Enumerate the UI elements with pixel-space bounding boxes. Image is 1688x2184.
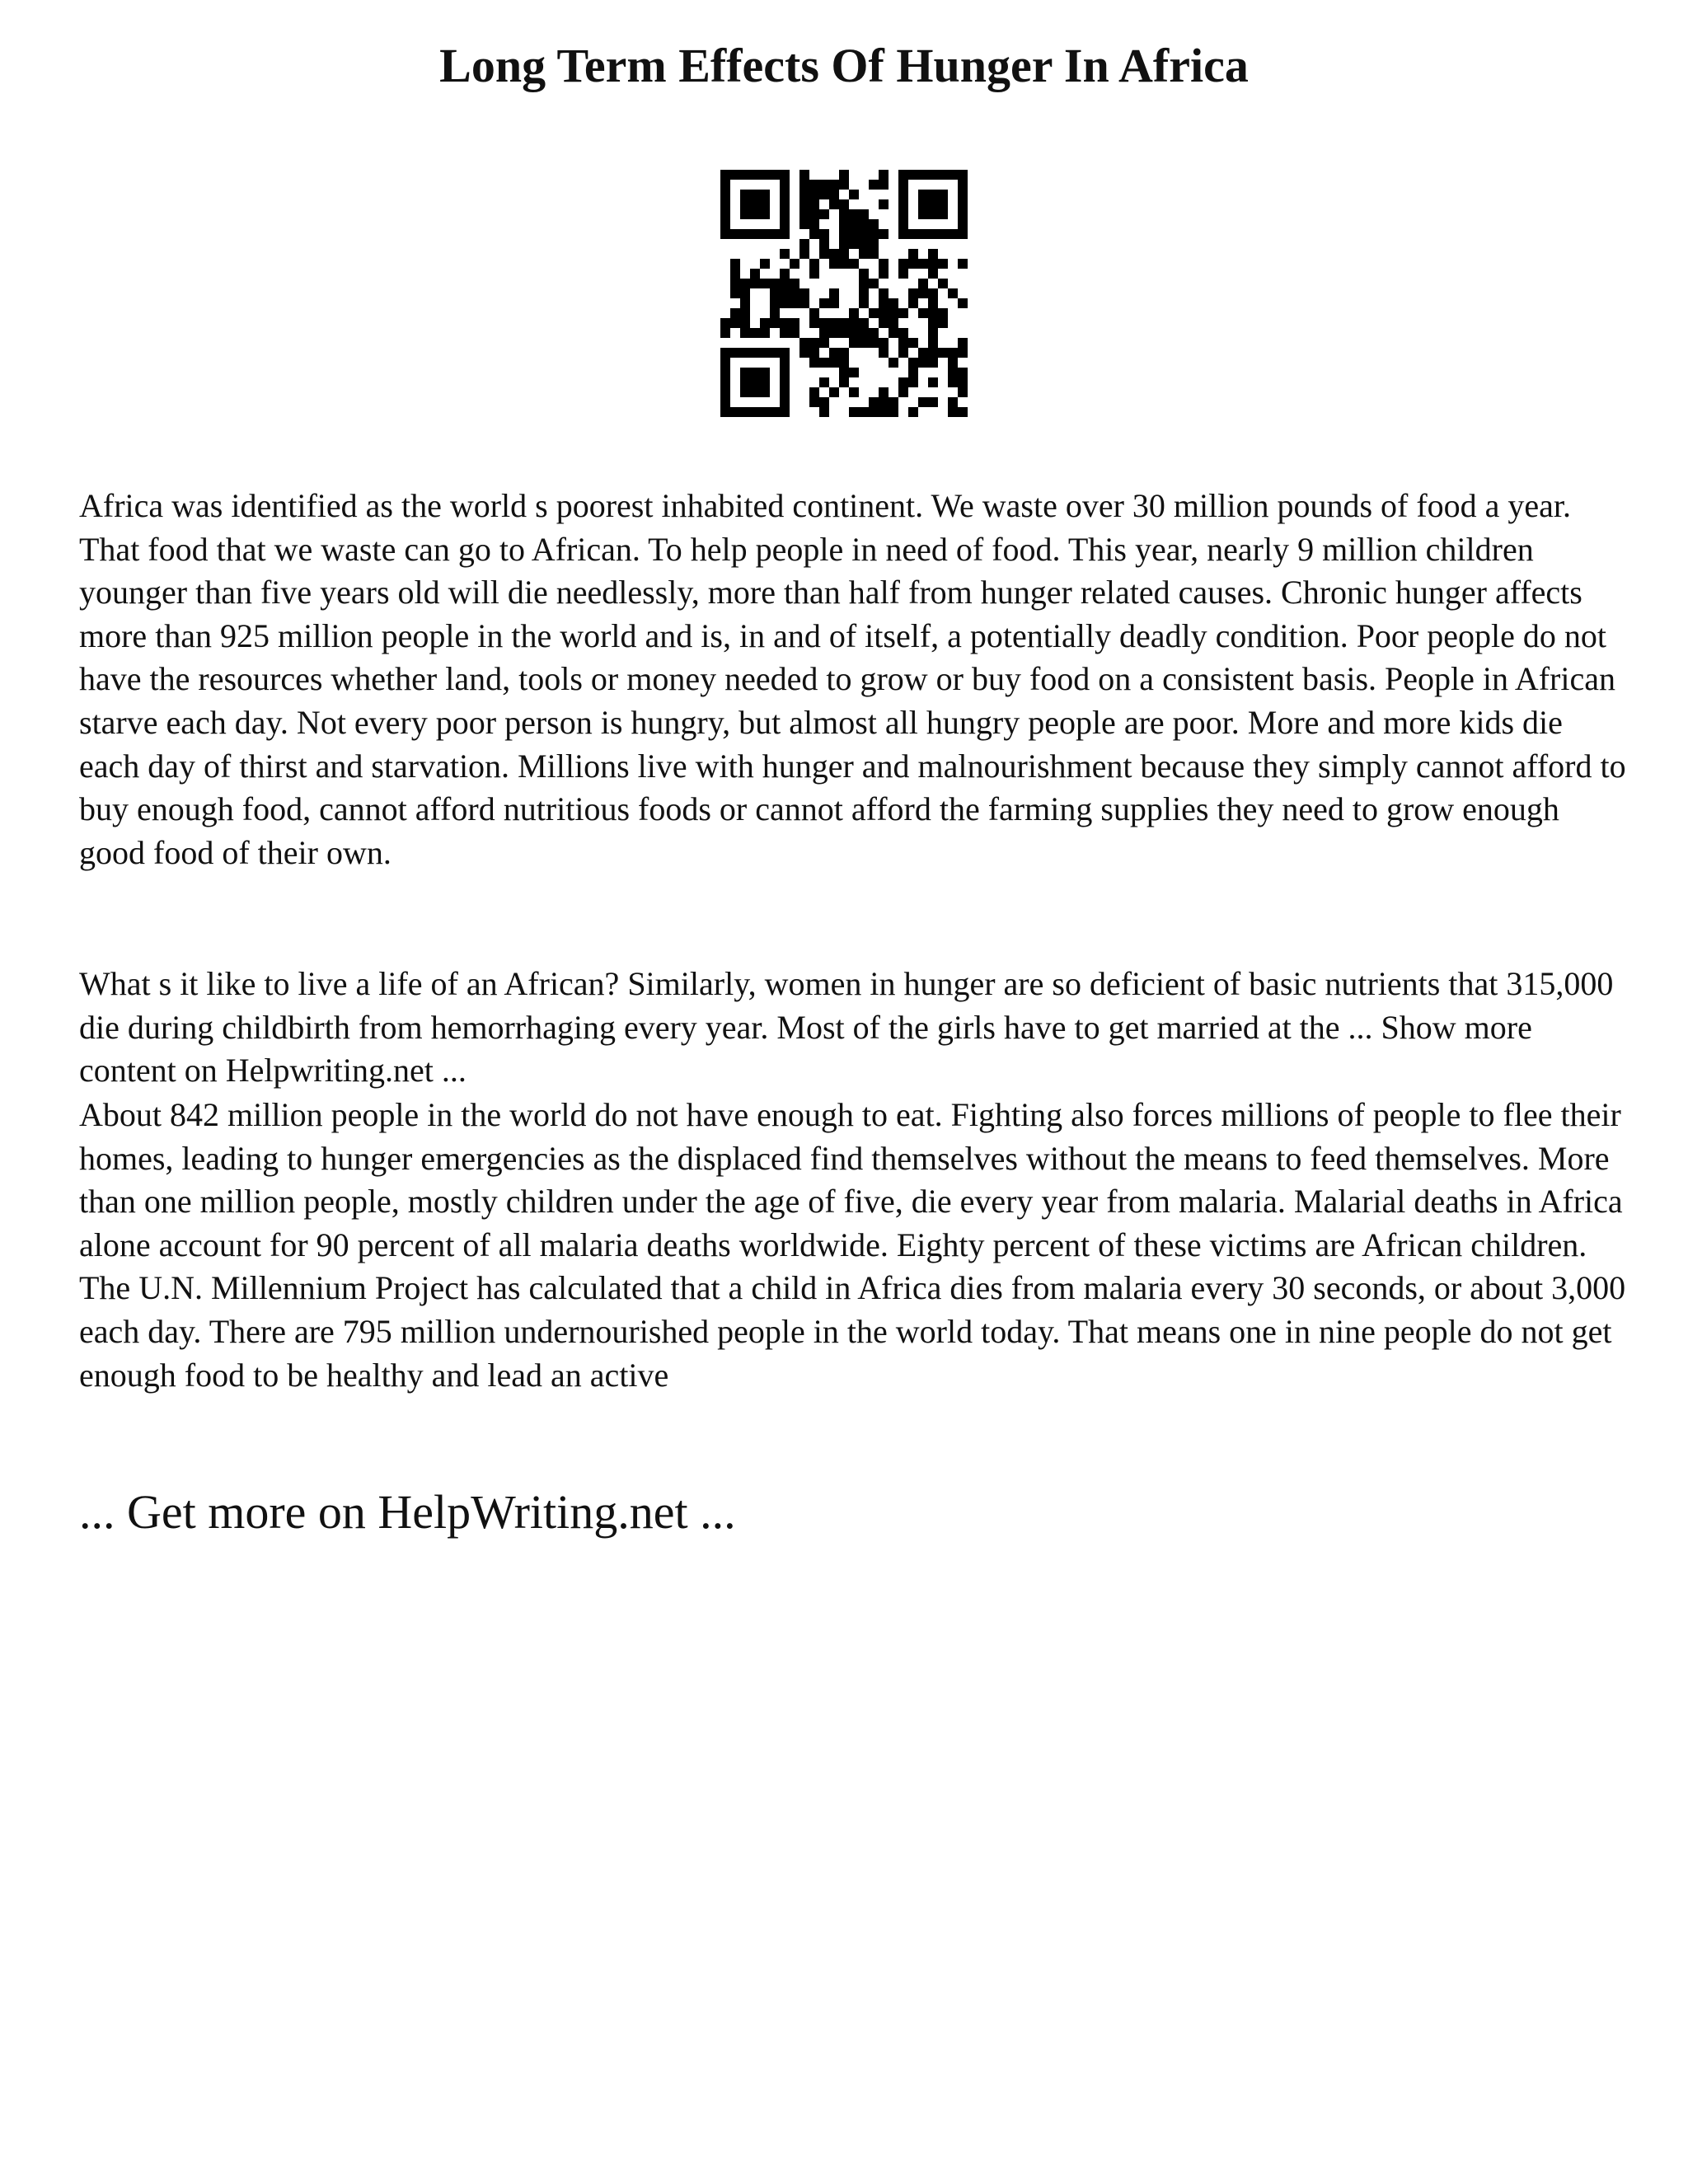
- body-paragraph-3: About 842 million people in the world do not have enough to eat. Fighting also forces millions of people to flee their homes, leading to hunger emergencies as the displaced find themselves without the means to feed themselves. More than one million people, mostly children under the age of five, die every year from malaria. Malarial deaths in Africa alone account for 90 percent of all malaria deaths worldwide. Eighty percent of these victims are African children. The U.N. Millennium Project has calculated that a child in Africa dies from malaria every 30 seconds, or about 3,000 each day. There are 795 million undernourished people in the world today. That means one in nine people do not get enough food to be healthy and lead an active: [79, 1096, 1626, 1394]
- body-paragraph-2: What s it like to live a life of an African? Similarly, women in hunger are so deficient of basic nutrients that 315,000 die during childbirth from hemorrhaging every year. Most of the girls have to get married at the ... Show more content on Helpwriting.net ...: [79, 965, 1614, 1090]
- page-title: Long Term Effects Of Hunger In Africa: [439, 39, 1249, 92]
- get-more-link[interactable]: ... Get more on HelpWriting.net ...: [79, 1485, 736, 1539]
- qr-code-icon: [720, 170, 968, 417]
- body-paragraph-1: Africa was identified as the world s poorest inhabited continent. We waste over 30 million pounds of food a year. That food that we waste can go to African. To help people in need of food. This year, nearly 9 million children younger than five years old will die needlessly, more than half from hunger related causes. Chronic hunger affects more than 925 million people in the world and is, in and of itself, a potentially deadly condition. Poor people do not have the resources whether land, tools or money needed to grow or buy food on a consistent basis. People in African starve each day. Not every poor person is hungry, but almost all hungry people are poor. More and more kids die each day of thirst and starvation. Millions live with hunger and malnourishment because they simply cannot afford to buy enough food, cannot afford nutritious foods or cannot afford the farming supplies they need to grow enough good food of their own.: [79, 487, 1626, 871]
